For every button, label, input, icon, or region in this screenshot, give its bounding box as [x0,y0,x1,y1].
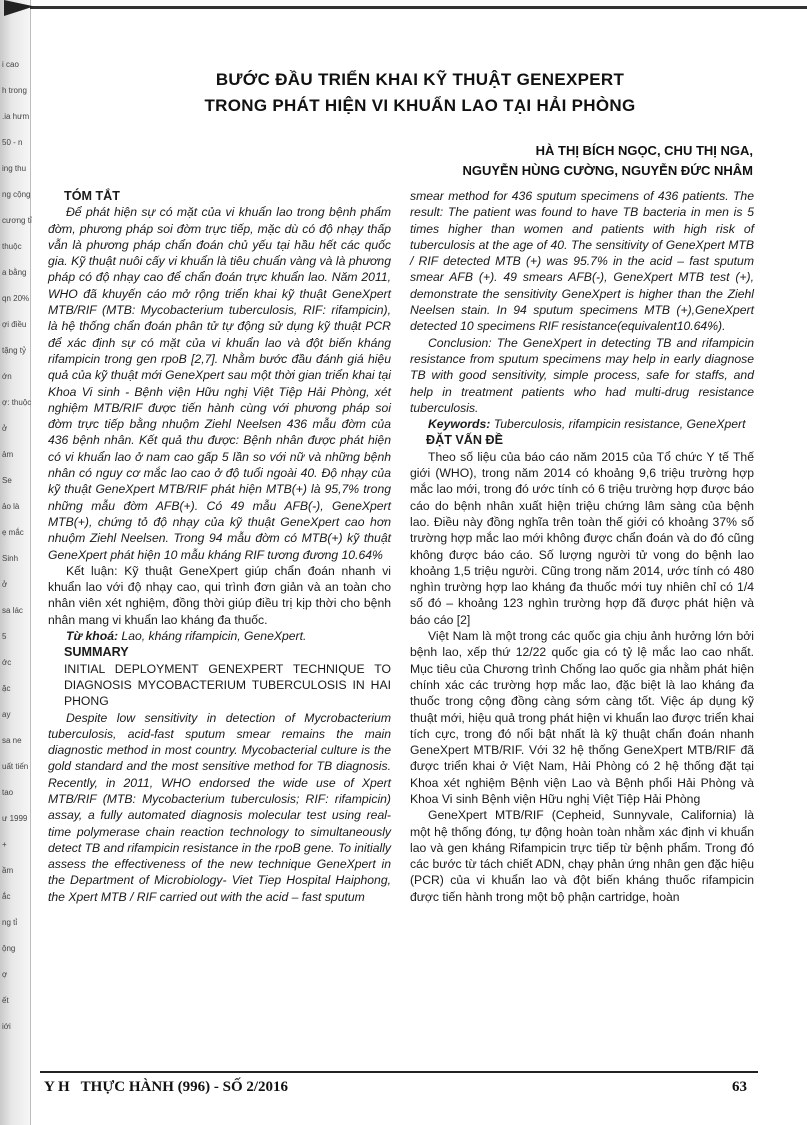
paper-title-line-2: TRONG PHÁT HIỆN VI KHUẨN LAO TẠI HẢI PHÒNG [204,96,636,115]
binding-fragment: ắc [2,892,11,901]
binding-fragment: h trong [2,86,27,95]
binding-fragment: Se [2,476,12,485]
summary-title: INITIAL DEPLOYMENT GENEXPERT TECHNIQUE TO DIAGNOSIS MYCOBACTERIUM TUBERCULOSIS IN HAI PHONG [64,661,391,709]
keywords-vi-text: Lao, kháng rifampicin, GeneXpert. [118,629,307,644]
abstract-vi-conclusion: Kết luận: Kỹ thuật GeneXpert giúp chẩn đoán nhanh vi khuẩn lao với độ nhạy cao, qui trình đơn giản và an toàn cho nhân viên xét nghiệm, đồng thời giúp điều trị kịp thời cho bệnh nhân mang vi khuẩn lao kháng đa thuốc. [48,563,391,627]
binding-fragment: ặc [2,684,11,693]
binding-fragment: a bằng [2,268,27,277]
binding-fragment: ợ [2,970,8,979]
binding-fragment: uất tiến [2,762,29,771]
keywords-en-label: Keywords: [428,417,491,432]
binding-fragment: ợi điều [2,320,27,329]
binding-fragment: Sinh [2,554,19,563]
footer-rule [40,1071,758,1073]
binding-fragment: ảo là [2,502,20,511]
keywords-vi-label: Từ khoá: [66,629,119,644]
intro-paragraph-3: GeneXpert MTB/RIF (Cepheid, Sunnyvale, California) là một hệ thống đóng, tự động hoàn toàn nhằm xác định vi khuẩn lao và gen kháng Rifampicin trực tiếp từ bệnh phẩm. Trong đó các bước từ tách chiết ADN, chạy phản ứng nhân gen đặc hiệu (PCR) của vi khuẩn lao và đột biến kháng thuốc rifampicin được tiến hành trong một bộ phận cartridge, hoàn [410,808,754,904]
keywords-en-text: Tuberculosis, rifampicin resistance, GeneXpert [490,417,746,432]
binding-fragment: tặng tỷ [2,346,27,355]
right-column [410,188,754,905]
heading-tomtat: TÓM TẮT [64,189,120,203]
intro-paragraph-2: Việt Nam là một trong các quốc gia chịu ảnh hưởng lớn bởi bệnh lao, xếp thứ 12/22 quốc gia có tỷ lệ mắc lao cao nhất. Mục tiêu của Chương trình Chống lao quốc gia nhằm phát hiện chính xác các trường hợp mắc lao, đặc biệt là lao kháng đa thuốc trong cộng đồng càng sớm càng tốt. Việc áp dụng kỹ thuật mới, hiệu quả trong phát hiện vi khuẩn lao được triển khai tích cực, trong đó nổi bật nhất là kỹ thuật chẩn đoán nhanh GeneXpert MTB/RIF. Với 32 hệ thống GeneXpert MTB/RIF đã được triển khai ở Việt Nam, Hải Phòng có 2 hệ thống đặt tại Khoa xét nghiệm Bệnh viện Lao và Bệnh phổi Hải Phòng và Khoa Vi sinh Bệnh viện Hữu nghị Việt Tiệp Hải Phòng [410,629,754,806]
binding-fragment: ư 1999 [2,814,28,823]
keywords-vi [48,628,391,644]
heading-dat-van-de: ĐẶT VẤN ĐỀ [426,433,503,448]
binding-fragment: ớc [2,658,12,667]
binding-fragment: thuộc [2,242,22,251]
heading-summary: SUMMARY [64,645,129,660]
binding-fragment: sa ne [2,736,22,745]
binding-fragment: tao [2,788,14,797]
binding-fragment: 50 - n [2,138,23,147]
summary-continuation: smear method for 436 sputum specimens of 436 patients. The result: The patient was found to have TB bacteria in men is 5 times higher than women and patients with high risk of tuberculosis at the age of 40. The sensitivity of GeneXpert MTB / RIF detected MTB (+) was 95.7% in the acid – fast sputum smear AFB (+). 49 smears AFB(-), GeneXpert MTB test (+), demonstrate the sensitivity GeneXpert is higher than the Ziehl Neelsen stain. In 94 sputum specimens MTB (+),GeneXpert detected 10 specimens RIF resistance(equivalent10.64%). [410,189,754,334]
binding-fragment: .ia hưm [2,112,30,121]
binding-fragment: + [2,840,7,849]
binding-fragment: ng cộng [2,190,31,199]
abstract-vi-paragraph: Để phát hiện sự có mặt của vi khuẩn lao trong bệnh phẩm đờm, phương pháp soi đờm trực tiếp, mặc dù có độ nhạy thấp vẫn là phương pháp chẩn đoán chủ yếu tại hầu hết các quốc gia. Kỹ thuật nuôi cấy vi khuẩn là tiêu chuẩn vàng và là phương pháp có độ nhạy cao để chẩn đoán trực khuẩn lao. Năm 2011, WHO đã khuyến cáo mở rộng triển khai kỹ thuật GeneXpert MTB/RIF (MTB: Mycobacterium tuberculosis, RIF: rifampicin), là hệ thống chẩn đoán phân tử tự động sử dụng kỹ thuật PCR để xác định sự có mặt của vi khuẩn lao và đột biến kháng rifampicin trong gen rpoB [2,7]. Nhằm bước đầu đánh giá hiệu quả của kỹ thuật mới GeneXpert sau một thời gian triển khai tại Khoa Vi sinh - Bệnh viện Hữu nghị Việt Tiệp Hải Phòng, xét nghiệm MTB/RIF được tiến hành cùng với phương pháp soi đờm trực tiếp bằng nhuộm Ziehl Neelsen 436 mẫu đờm của 436 bệnh nhân. Kết quả thu được: Bệnh nhân được phát hiện có vi khuẩn lao ở nam cao gấp 5 lần so với nữ và những bệnh nhân có nguy cơ mắc lao cao ở độ tuổi ngoài 40. Độ nhạy của kỹ thuật GeneXpert MTB/RIF phát hiện MTB(+) là 95,7% trong những mẫu đờm AFB(+). Có 49 mẫu AFB(-), GeneXpert MTB(+), chứng tỏ độ nhạy của kỹ thuật GeneXpert cao hơn nhuộm Ziehl Neelsen. Trong 94 mẫu đờm có MTB(+) kỹ thuật GeneXpert phát hiện 10 mẫu kháng RIF tương đương 10.64% [48,205,391,562]
binding-fragment: 5 [2,632,7,641]
binding-fragment: cương tỉ [2,216,32,225]
binding-fragment: ết [2,996,9,1005]
binding-fragment: i cao [2,60,19,69]
binding-fragment: qn 20% [2,294,30,303]
binding-fragment: ớn [2,372,12,381]
page-number: 63 [732,1079,747,1095]
keywords-en [410,416,754,432]
summary-conclusion: Conclusion: The GeneXpert in detecting TB and rifampicin resistance from sputum specimens may help in early diagnose TB with good sensitivity, simple process, safe for staffs, and help in treatment patients who had multi-drug resistance tuberculosis. [410,335,754,415]
binding-strip [0,0,31,1125]
binding-fragment: ing thu [2,164,27,173]
binding-fragment: ở [2,424,8,433]
binding-fragment: ở [2,580,8,589]
intro-paragraph-1: Theo số liệu của báo cáo năm 2015 của Tổ chức Y tế Thế giới (WHO), trong năm 2014 có khoảng 9,6 triệu trường hợp mắc lao mới, trong đó ước tính có 6 triệu trường hợp được báo cáo do bệnh nhân xuất hiện triệu chứng lâm sàng của bệnh lao. Điều này đồng nghĩa trên toàn thế giới có khoảng 37% số trường hợp mắc lao mới không được chẩn đoán và do đó cũng không được báo cáo. Số lượng người tử vong do bệnh lao khoảng 1,5 triệu người. Cũng trong năm 2014, ước tính có 480 nghìn trường hợp lao kháng đa thuốc mới tuy nhiên chỉ có 1/4 số đó – khoảng 123 nghìn trường hợp đã được phát hiện và báo cáo [2] [410,449,754,627]
authors-line-1: HÀ THỊ BÍCH NGỌC, CHU THỊ NGA, [535,143,753,158]
binding-fragment: ầm [2,866,14,875]
authors-line-2: NGUYỄN HÙNG CƯỜNG, NGUYỄN ĐỨC NHÂM [462,163,753,178]
left-column [48,188,391,905]
binding-fragment: ợ: thuộc [2,398,32,407]
binding-fragment: ộng [2,944,16,953]
summary-paragraph: Despite low sensitivity in detection of Mycrobacterium tuberculosis, acid-fast sputum smear remains the main diagnostic method in most country. Mycobacterial culture is the gold standard and the most sensitive method for TB diagnosis. Recently, in 2011, WHO endorsed the wide use of Xpert MTB/RIF (MTB: Mycobacterium tuberculosis; RIF: rifampicin) assay, a fully automated diagnosis molecular test using real-time polymerase chain reaction technology to simultaneously detect TB and rifampicin resistance in the rpoB gene. To initially assess the effectiveness of the new technique GeneXpert in the Department of Microbiology- Viet Tiep Hospital Haiphong, the Xpert MTB / RIF carried out with the acid – fast sputum [48,710,392,904]
binding-fragment: sa lác [2,606,23,615]
binding-fragment: ay [2,710,11,719]
binding-fragment: ẹ mắc [2,528,24,537]
journal-footer: Y H THỰC HÀNH (996) - SỐ 2/2016 [44,1079,289,1095]
binding-fragment: iới [2,1022,11,1031]
binding-fragment: ảm [2,450,14,459]
binding-fragment: ng tỉ [2,918,18,927]
top-rule [30,6,807,9]
paper-title-line-1: BƯỚC ĐẦU TRIỂN KHAI KỸ THUẬT GENEXPERT [215,70,625,89]
